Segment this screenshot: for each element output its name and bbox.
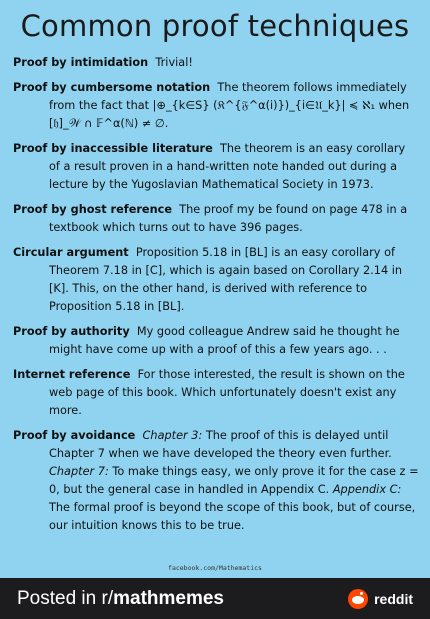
subreddit-name: mathmemes — [113, 588, 224, 609]
technique-text: My good colleague Andrew said he thought he might have come up with a proof of this a few years ago. . . — [49, 325, 400, 356]
technique-text: The theorem is an easy corollary of a result proven in a hand-written note handed out during a lecture by the Yugoslavian Mathematical Society in 1973. — [49, 142, 406, 191]
technique-intimidation — [13, 54, 419, 72]
technique-text: The proof my be found on page 478 in a textbook which turns out to have 396 pages. — [49, 203, 408, 234]
technique-name: Proof by inaccessible literature — [13, 142, 213, 155]
technique-text: For those interested, the result is shown on the web page of this book. Which unfortunately doesn't exist any more. — [49, 368, 405, 417]
appendix-c-label: Appendix C: — [332, 483, 402, 496]
technique-list — [13, 54, 419, 542]
technique-name: Proof by ghost reference — [13, 203, 172, 216]
posted-prefix: Posted in r/ — [17, 588, 114, 609]
chapter-7-text: To make things easy, we only prove it for the case z = 0, but the general case in handled in Appendix C. — [49, 465, 419, 496]
technique-text: Proposition 5.18 in [BL] is an easy corollary of Theorem 7.18 in [C], which is again based on Corollary 2.14 in [K]. This, on the other hand, is derived with reference to Proposition 5.18 in [BL]. — [49, 246, 403, 313]
technique-name: Circular argument — [13, 246, 129, 259]
technique-name: Proof by avoidance — [13, 429, 136, 442]
technique-name: Proof by authority — [13, 325, 130, 338]
technique-name: Proof by intimidation — [13, 56, 149, 69]
source-credit: facebook.com/Mathematics — [168, 564, 262, 572]
technique-inaccessible-literature — [13, 140, 419, 194]
technique-name: Internet reference — [13, 368, 131, 381]
technique-name: Proof by cumbersome notation — [13, 81, 211, 94]
technique-avoidance — [13, 427, 419, 535]
technique-authority — [13, 323, 419, 359]
reddit-icon — [348, 589, 368, 609]
appendix-c-text: The formal proof is beyond the scope of this book, but of course, our intuition knows this to be true. — [49, 501, 416, 532]
technique-internet-reference — [13, 366, 419, 420]
technique-cumbersome-notation — [13, 79, 419, 133]
technique-ghost-reference — [13, 201, 419, 237]
chapter-7-label: Chapter 7: — [49, 465, 109, 478]
chapter-3-label: Chapter 3: — [142, 429, 203, 442]
technique-text: The theorem follows immediately from the fact that |⊕_{k∈S} (𝔎^{𝔉^α(i)})_{i∈𝔘_k}| ≼ ℵ₁ when [𝔥]_𝒲 ∩ 𝔽^α(ℕ) ≠ ∅. — [49, 81, 410, 130]
chapter-3-text: The proof of this is delayed until Chapter 7 when we have developed the theory even further. — [49, 429, 392, 460]
technique-circular-argument — [13, 244, 419, 316]
reddit-footer-bar — [0, 578, 430, 619]
posted-in-label[interactable] — [17, 587, 224, 611]
meme-title: Common proof techniques — [20, 9, 410, 43]
reddit-logo[interactable] — [348, 588, 413, 610]
reddit-wordmark: reddit — [374, 591, 413, 607]
technique-text: Trivial! — [155, 56, 193, 69]
